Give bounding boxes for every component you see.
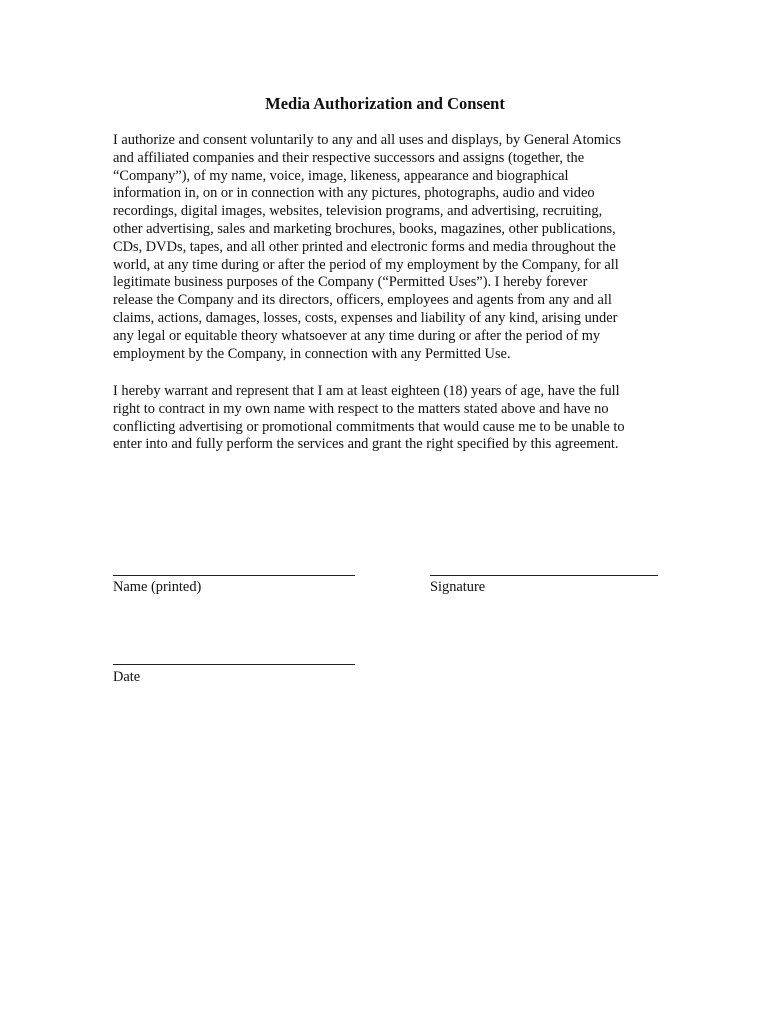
paragraph-line: I hereby warrant and represent that I am at least eighteen (18) years of age, have the full [113,383,620,399]
warranty-paragraph [113,383,658,454]
document-title: Media Authorization and Consent [265,94,505,113]
consent-paragraph [113,132,658,363]
date-label: Date [113,669,141,685]
paragraph-line: legitimate business purposes of the Company (“Permitted Uses”). I hereby forever [113,274,588,291]
paragraph-line: any legal or equitable theory whatsoever at any time during or after the period of my [113,327,601,344]
paragraph-line: release the Company and its directors, officers, employees and agents from any and all [113,292,612,309]
paragraph-line: I authorize and consent voluntarily to any and all uses and displays, by General Atomics [113,132,621,148]
paragraph-line: conflicting advertising or promotional commitments that would cause me to be unable to [113,418,625,435]
paragraph-line: “Company”), of my name, voice, image, likeness, appearance and biographical [113,167,569,184]
paragraph-line: information in, on or in connection with any pictures, photographs, audio and video [113,185,595,202]
signature-line[interactable] [430,575,658,576]
signature-label: Signature [430,579,486,595]
name-printed-label: Name (printed) [113,579,202,595]
paragraph-line: recordings, digital images, websites, television programs, and advertising, recruiting, [113,203,603,220]
name-signature-line[interactable] [113,575,355,576]
paragraph-line: world, at any time during or after the period of my employment by the Company, for all [113,256,619,273]
paragraph-line: right to contract in my own name with respect to the matters stated above and have no [113,400,609,417]
paragraph-line: employment by the Company, in connection with any Permitted Use. [113,345,511,362]
date-signature-line[interactable] [113,664,355,665]
paragraph-line: enter into and fully perform the services and grant the right specified by this agreement. [113,436,619,453]
paragraph-line: and affiliated companies and their respective successors and assigns (together, the [113,149,585,166]
paragraph-line: CDs, DVDs, tapes, and all other printed and electronic forms and media throughout the [113,238,616,255]
paragraph-line: claims, actions, damages, losses, costs, expenses and liability of any kind, arising under [113,309,618,326]
paragraph-line: other advertising, sales and marketing brochures, books, magazines, other publications, [113,220,616,237]
